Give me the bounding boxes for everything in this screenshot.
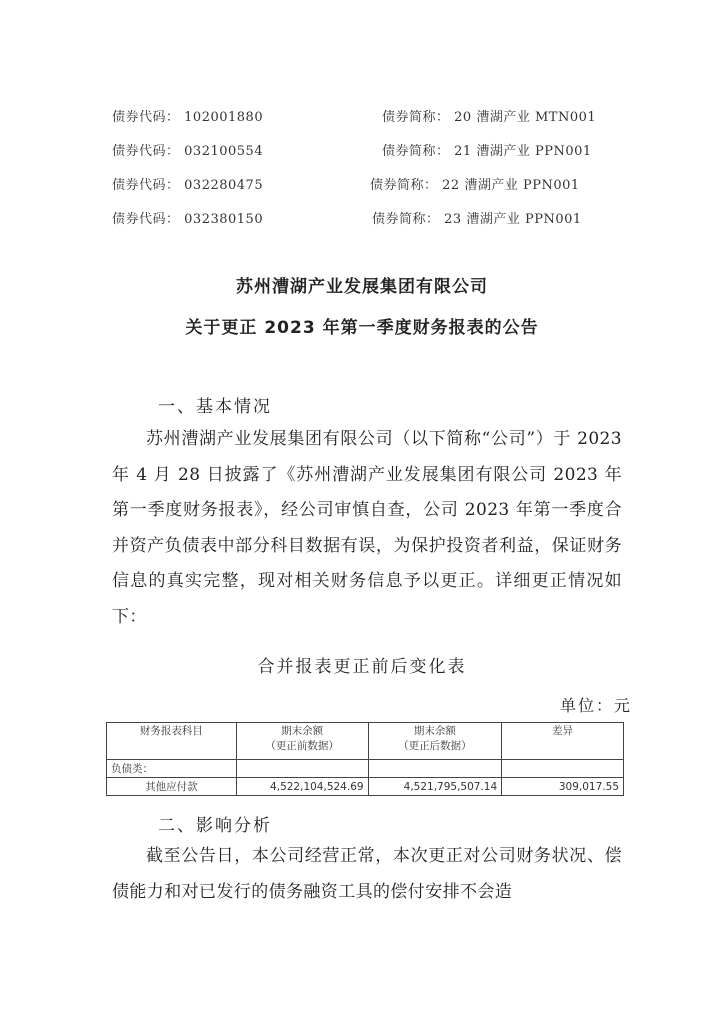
section1-paragraph: 苏州漕湖产业发展集团有限公司（以下简称“公司”）于 2023 年 4 月 28 日披露了《苏州漕湖产业发展集团有限公司 2023 年第一季度财务报表》，经公司审慎自查，公司 2023 年第一季度合并资产负债表中部分科目数据有误，为保护投资者利益，保证财务信息的真实完整，现对相关财务信息予以更正。详细更正情况如下： [112, 429, 622, 627]
section2-heading: 二、影响分析 [158, 816, 272, 836]
bond-short-name: 债券简称： 22 漕湖产业 PPN001 [370, 178, 580, 193]
bond-code: 债券代码： 032280475 [112, 178, 264, 193]
header-cell: 财务报表科目 [107, 723, 237, 760]
table-cell-before [236, 760, 368, 778]
section2-paragraph: 截至公告日，本公司经营正常，本次更正对公司财务状况、偿债能力和对已发行的债务融资工具的偿付安排不会造 [112, 846, 622, 902]
table-row [107, 778, 624, 796]
table-title: 合并报表更正前后变化表 [257, 657, 467, 677]
bond-short-name: 债券简称： 23 漕湖产业 PPN001 [372, 212, 582, 227]
correction-table [106, 722, 624, 796]
header-cell: 期末余额 （更正后数据） [368, 723, 502, 760]
bond-short-name: 债券简称： 20 漕湖产业 MTN001 [382, 110, 597, 125]
bond-code-row [112, 100, 612, 134]
table-row [107, 760, 624, 778]
table-header-row [107, 723, 624, 760]
header-cell: 差异 [502, 723, 624, 760]
table-cell-diff: 309,017.55 [502, 778, 624, 796]
bond-code-row [112, 202, 612, 236]
bond-code: 债券代码： 032100554 [112, 144, 264, 159]
bond-code-row [112, 168, 612, 202]
table-cell-diff [502, 760, 624, 778]
bond-code-list [112, 100, 612, 236]
table-cell-item: 负债类： [107, 760, 237, 778]
bond-code-row [112, 134, 612, 168]
table-cell-item: 其他应付款 [107, 778, 237, 796]
document-title-line1: 苏州漕湖产业发展集团有限公司 [236, 277, 488, 297]
table-cell-before: 4,522,104,524.69 [236, 778, 368, 796]
table-cell-after [368, 760, 502, 778]
bond-code: 债券代码： 032380150 [112, 212, 264, 227]
section1-heading: 一、基本情况 [158, 397, 272, 417]
unit-label: 单位：元 [559, 696, 632, 715]
document-title-line2: 关于更正 2023 年第一季度财务报表的公告 [185, 318, 539, 338]
table-cell-after: 4,521,795,507.14 [368, 778, 502, 796]
bond-short-name: 债券简称： 21 漕湖产业 PPN001 [382, 144, 592, 159]
bond-code: 债券代码： 102001880 [112, 110, 264, 125]
header-cell: 期末余额 （更正前数据） [236, 723, 368, 760]
